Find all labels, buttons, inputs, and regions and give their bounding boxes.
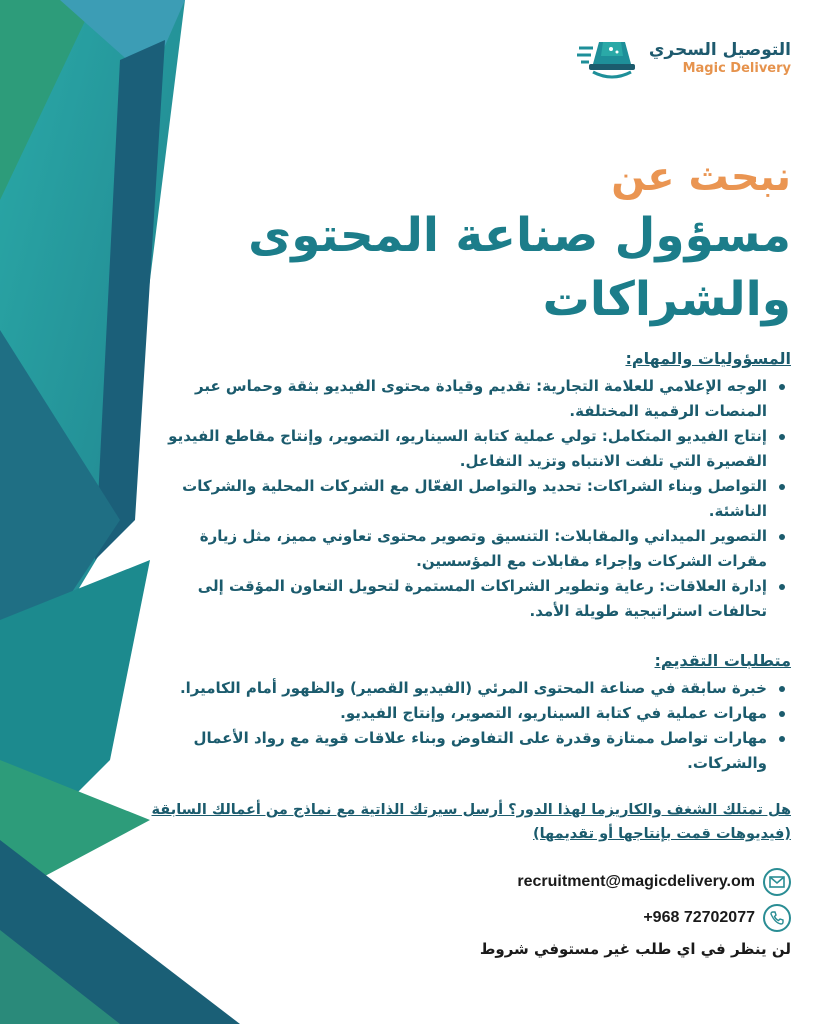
- phone-number[interactable]: +968 72702077: [643, 909, 755, 926]
- list-item: إنتاج الفيديو المتكامل: تولي عملية كتابة السيناريو، التصوير، وإنتاج مقاطع الفيديو القصيرة التي تلفت الانتباه وتزيد التفاعل.: [151, 424, 791, 474]
- brand-name-english: Magic Delivery: [682, 61, 791, 76]
- envelope-icon: [763, 868, 791, 896]
- heading-prefix: نبحث عن: [611, 154, 791, 200]
- list-item: الوجه الإعلامي للعلامة التجارية: تقديم وقيادة محتوى الفيديو بثقة وحماس عبر المنصات الرقمية المختلفة.: [151, 374, 791, 424]
- phone-row: [517, 900, 791, 936]
- requirements-title: متطلبات التقديم:: [654, 651, 791, 670]
- list-item: التصوير الميداني والمقابلات: التنسيق وتصوير محتوى تعاوني مميز، مثل زيارة مقرات الشركات وإجراء مقابلات مع المؤسسين.: [151, 524, 791, 574]
- job-title-line-2: والشراكات: [542, 272, 791, 327]
- responsibilities-list: [151, 374, 791, 624]
- magic-hat-delivery-icon: [577, 34, 641, 84]
- email-link[interactable]: recruitment@magicdelivery.om: [517, 873, 755, 890]
- responsibilities-title: المسؤوليات والمهام:: [625, 349, 791, 368]
- list-item: مهارات تواصل ممتازة وقدرة على التفاوض وبناء علاقات قوية مع رواد الأعمال والشركات.: [151, 726, 791, 776]
- list-item: مهارات عملية في كتابة السيناريو، التصوير، وإنتاج الفيديو.: [151, 701, 791, 726]
- brand-logo: [577, 34, 791, 84]
- contact-info: [517, 864, 791, 936]
- brand-name: [649, 40, 791, 78]
- list-item: التواصل وبناء الشراكات: تحديد والتواصل الفعّال مع الشركات المحلية والشركات الناشئة.: [151, 474, 791, 524]
- requirements-list: [151, 676, 791, 776]
- list-item: إدارة العلاقات: رعاية وتطوير الشراكات المستمرة لتحويل التعاون المؤقت إلى تحالفات استراتيجية طويلة الأمد.: [151, 574, 791, 624]
- email-row: [517, 864, 791, 900]
- call-to-action: هل تمتلك الشغف والكاريزما لهذا الدور؟ أرسل سيرتك الذاتية مع نماذج من أعمالك السابقة (فيديوهات قمت بإنتاجها أو تقديمها): [151, 802, 791, 842]
- brand-name-arabic: التوصيل السحري: [648, 40, 791, 60]
- job-title-line-1: مسؤول صناعة المحتوى: [248, 208, 791, 263]
- list-item: خبرة سابقة في صناعة المحتوى المرئي (الفيديو القصير) والظهور أمام الكاميرا.: [151, 676, 791, 701]
- phone-icon: [763, 904, 791, 932]
- disclaimer-note: لن ينظر في اي طلب غير مستوفي شروط: [479, 940, 791, 958]
- job-post-content: [151, 140, 791, 846]
